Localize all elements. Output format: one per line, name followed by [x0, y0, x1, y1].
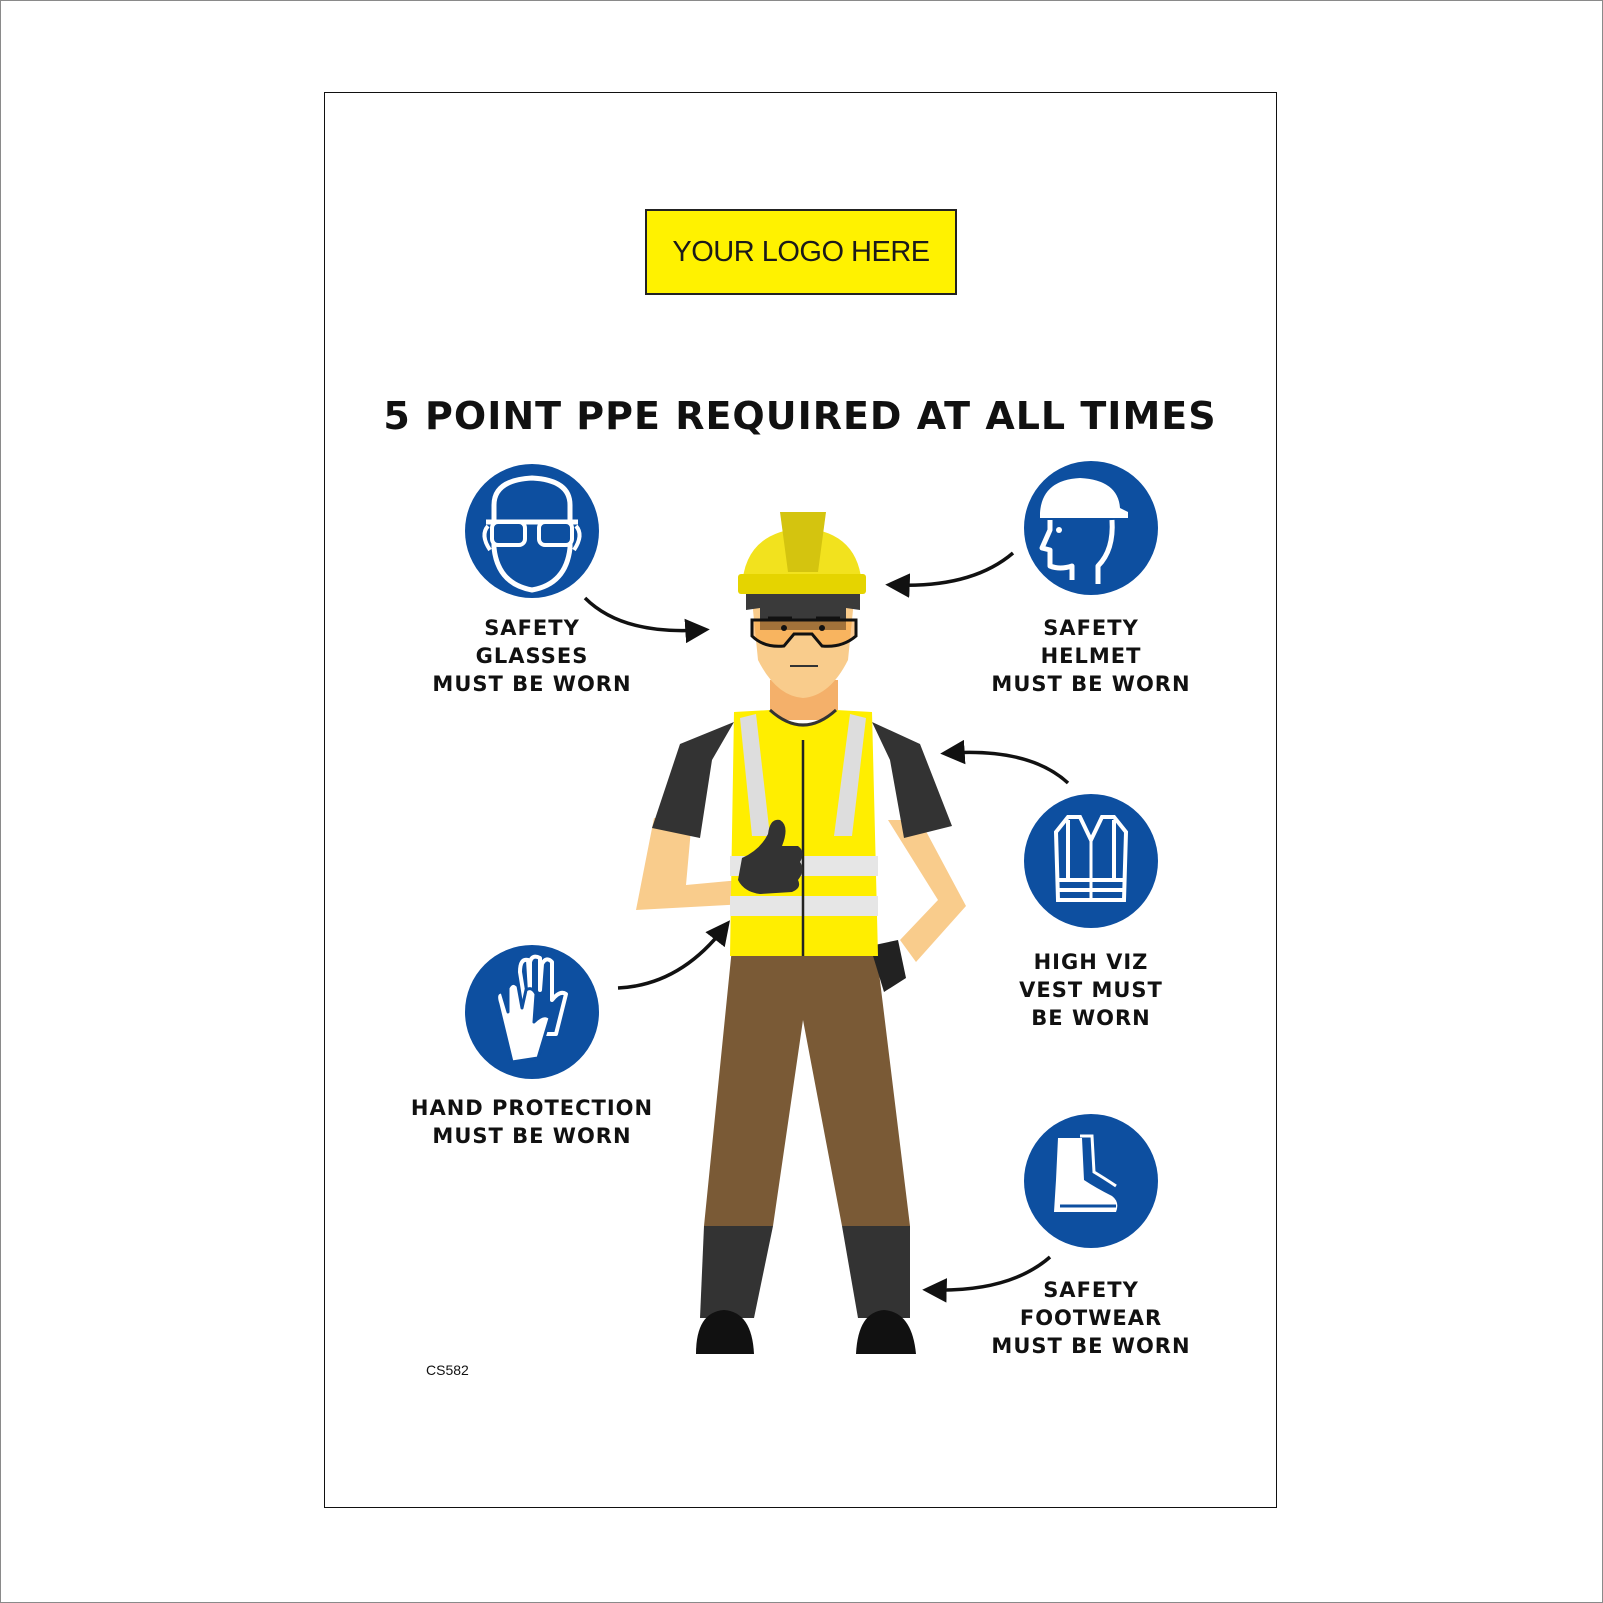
- label-line: FOOTWEAR: [1019, 1306, 1163, 1330]
- arrow-footwear: [932, 1257, 1050, 1290]
- label-line: GLASSES: [475, 644, 589, 668]
- arrow-helmet: [895, 553, 1013, 585]
- head-protection-icon: [1024, 461, 1158, 595]
- label-line: SAFETY: [1043, 616, 1139, 640]
- worker-figure: [636, 512, 966, 1354]
- label-line: MUST BE WORN: [432, 672, 632, 696]
- eye-protection-icon: [465, 464, 599, 598]
- product-code: CS582: [426, 1362, 469, 1378]
- label-line: HAND PROTECTION: [410, 1096, 654, 1120]
- label-line: MUST BE WORN: [991, 1334, 1191, 1358]
- label-line: SAFETY: [1043, 1278, 1139, 1302]
- label-line: HELMET: [1040, 644, 1142, 668]
- label-line: HIGH VIZ: [1033, 950, 1149, 974]
- logo-placeholder: YOUR LOGO HERE: [645, 209, 957, 295]
- arrow-vest: [950, 752, 1068, 783]
- label-line: MUST BE WORN: [432, 1124, 632, 1148]
- label-line: BE WORN: [1031, 1006, 1151, 1030]
- label-line: VEST MUST: [1019, 978, 1163, 1002]
- label-line: SAFETY: [484, 616, 580, 640]
- arrow-gloves: [618, 928, 724, 988]
- sign-title: 5 POINT PPE REQUIRED AT ALL TIMES: [383, 394, 1217, 438]
- safety-boot-icon: [1024, 1114, 1158, 1248]
- hand-protection-icon: [465, 945, 599, 1079]
- label-line: MUST BE WORN: [991, 672, 1191, 696]
- hi-vis-vest-icon: [1024, 794, 1158, 928]
- arrow-glasses: [585, 598, 700, 631]
